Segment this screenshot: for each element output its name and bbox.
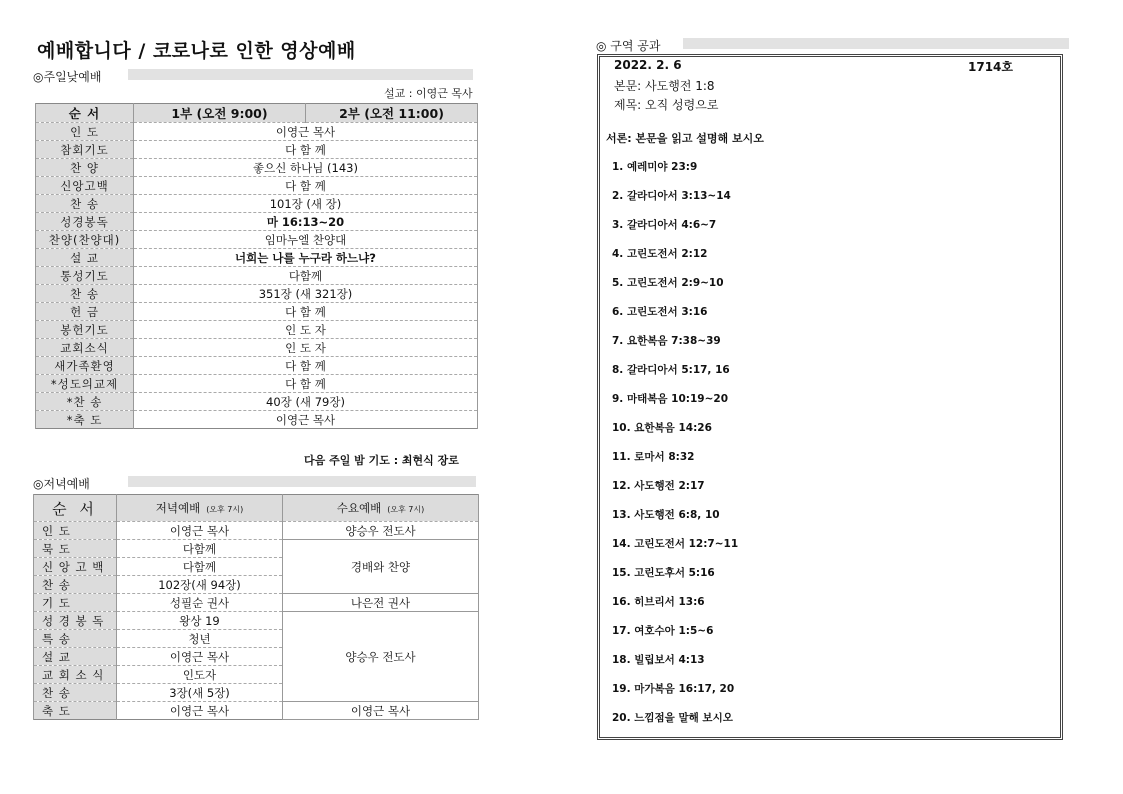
sunday-row-value: 다 함 께 <box>134 375 478 393</box>
evening-row-role: 인 도 <box>34 522 117 540</box>
sunday-row-value: 임마누엘 찬양대 <box>134 231 478 249</box>
sunday-row-role: 인 도 <box>36 123 134 141</box>
evening-header-col2-label: 수요예배 <box>336 501 382 515</box>
sunday-row <box>36 321 478 339</box>
cell-group-label-bar <box>683 38 1069 49</box>
evening-row-role: 특 송 <box>34 630 117 648</box>
scripture-ref-item: 19. 마가복음 16:17, 20 <box>612 683 735 695</box>
sunday-row <box>36 213 478 231</box>
evening-row-value: 이영근 목사 <box>117 648 283 666</box>
evening-section-label <box>33 475 90 492</box>
wednesday-value: 경배와 찬양 <box>283 540 479 594</box>
sunday-row <box>36 339 478 357</box>
sunday-row <box>36 411 478 429</box>
sunday-row-role: *성도의교제 <box>36 375 134 393</box>
sunday-row-value: 인 도 자 <box>134 321 478 339</box>
evening-label-bar <box>128 476 476 487</box>
sunday-row <box>36 303 478 321</box>
header-order: 순 서 <box>36 104 134 123</box>
sunday-row-role: *축 도 <box>36 411 134 429</box>
evening-row-role: 설 교 <box>34 648 117 666</box>
evening-row-role: 신 앙 고 백 <box>34 558 117 576</box>
evening-label-text: ◎저녁예배 <box>33 477 90 491</box>
evening-header-col2 <box>283 495 479 522</box>
evening-row-role: 찬 송 <box>34 684 117 702</box>
cell-group-issue: 1714호 <box>968 60 1013 74</box>
evening-row-value: 이영근 목사 <box>117 522 283 540</box>
sunday-row-value: 다 함 께 <box>134 303 478 321</box>
sunday-row-value: 40장 (새 79장) <box>134 393 478 411</box>
page-title: 예배합니다 / 코로나로 인한 영상예배 <box>37 40 356 62</box>
sunday-row <box>36 231 478 249</box>
sunday-row <box>36 285 478 303</box>
cell-group-sermon: 서론: 본문을 읽고 설명해 보시오 <box>606 132 764 145</box>
evening-row-value: 102장(새 94장) <box>117 576 283 594</box>
sunday-row-value: 351장 (새 321장) <box>134 285 478 303</box>
sunday-row-role: 신앙고백 <box>36 177 134 195</box>
scripture-ref-item: 20. 느낌점을 말해 보시오 <box>612 712 733 724</box>
sunday-row <box>36 267 478 285</box>
cell-group-text: 본문: 사도행전 1:8 <box>614 79 715 93</box>
sunday-row-value: 다함께 <box>134 267 478 285</box>
evening-row-value: 청년 <box>117 630 283 648</box>
evening-row-value: 인도자 <box>117 666 283 684</box>
evening-row-role: 축 도 <box>34 702 117 720</box>
sunday-row-role: 찬 송 <box>36 285 134 303</box>
scripture-ref-item: 10. 요한복음 14:26 <box>612 422 712 434</box>
evening-row-role: 성 경 봉 독 <box>34 612 117 630</box>
evening-row-role: 찬 송 <box>34 576 117 594</box>
scripture-ref-item: 15. 고린도후서 5:16 <box>612 567 715 579</box>
sunday-row-role: *찬 송 <box>36 393 134 411</box>
header-service-2: 2부 (오전 11:00) <box>306 104 478 123</box>
sunday-row-role: 찬양(찬양대) <box>36 231 134 249</box>
sunday-row-role: 봉헌기도 <box>36 321 134 339</box>
wednesday-value: 양승우 전도사 <box>283 612 479 702</box>
evening-header-col2-time: (오후 7시) <box>387 505 425 514</box>
sunday-row-value: 너희는 나를 누구라 하느냐? <box>134 249 478 267</box>
evening-row-value: 성필순 권사 <box>117 594 283 612</box>
scripture-ref-item: 4. 고린도전서 2:12 <box>612 248 708 260</box>
scripture-ref-item: 1. 예레미야 23:9 <box>612 161 698 173</box>
sunday-row <box>36 177 478 195</box>
sunday-preacher: 설교 : 이영근 목사 <box>384 87 473 100</box>
sunday-row-value: 이영근 목사 <box>134 123 478 141</box>
next-prayer: 다음 주일 밤 기도 : 최현식 장로 <box>304 454 459 467</box>
sunday-row-role: 설 교 <box>36 249 134 267</box>
sunday-row-value: 이영근 목사 <box>134 411 478 429</box>
sunday-row-value: 다 함 께 <box>134 357 478 375</box>
sunday-row-role: 통성기도 <box>36 267 134 285</box>
header-service-1: 1부 (오전 9:00) <box>134 104 306 123</box>
scripture-ref-item: 7. 요한복음 7:38~39 <box>612 335 721 347</box>
evening-row-value: 왕상 19 <box>117 612 283 630</box>
scripture-ref-item: 12. 사도행전 2:17 <box>612 480 705 492</box>
sunday-row-value: 101장 (새 장) <box>134 195 478 213</box>
sunday-row <box>36 195 478 213</box>
scripture-ref-item: 13. 사도행전 6:8, 10 <box>612 509 720 521</box>
evening-row-role: 묵 도 <box>34 540 117 558</box>
scripture-ref-item: 16. 히브리서 13:6 <box>612 596 705 608</box>
evening-row <box>34 612 479 630</box>
sunday-row <box>36 141 478 159</box>
evening-header-col1 <box>117 495 283 522</box>
cell-group-date: 2022. 2. 6 <box>614 58 682 72</box>
sunday-row-value: 다 함 께 <box>134 177 478 195</box>
sunday-row-role: 찬 양 <box>36 159 134 177</box>
sunday-row-value: 좋으신 하나님 (143) <box>134 159 478 177</box>
sunday-row-value: 마 16:13~20 <box>134 213 478 231</box>
sunday-row <box>36 123 478 141</box>
sunday-row-role: 참회기도 <box>36 141 134 159</box>
sunday-row-role: 성경봉독 <box>36 213 134 231</box>
scripture-ref-item: 2. 갈라디아서 3:13~14 <box>612 190 731 202</box>
evening-header-col1-label: 저녁예배 <box>155 501 201 515</box>
scripture-ref-item: 11. 로마서 8:32 <box>612 451 695 463</box>
evening-row <box>34 594 479 612</box>
scripture-ref-item: 9. 마태복음 10:19~20 <box>612 393 729 405</box>
cell-group-subject: 제목: 오직 성령으로 <box>614 98 719 112</box>
sunday-row-value: 인 도 자 <box>134 339 478 357</box>
evening-header-order: 순 서 <box>34 495 117 522</box>
evening-row-value: 다함께 <box>117 540 283 558</box>
sunday-section-label <box>33 68 101 85</box>
sunday-row-role: 교회소식 <box>36 339 134 357</box>
wednesday-value: 이영근 목사 <box>283 702 479 720</box>
evening-row <box>34 522 479 540</box>
sunday-table-header <box>36 104 478 123</box>
sunday-row-value: 다 함 께 <box>134 141 478 159</box>
evening-row-role: 기 도 <box>34 594 117 612</box>
scripture-ref-item: 5. 고린도전서 2:9~10 <box>612 277 724 289</box>
scripture-ref-item: 8. 갈라디아서 5:17, 16 <box>612 364 730 376</box>
evening-table-header <box>34 495 479 522</box>
scripture-ref-item: 18. 빌립보서 4:13 <box>612 654 705 666</box>
sunday-row-role: 새가족환영 <box>36 357 134 375</box>
sunday-order-table <box>35 103 478 429</box>
cell-group-label: ◎ 구역 공과 <box>596 39 661 53</box>
scripture-ref-item: 6. 고린도전서 3:16 <box>612 306 708 318</box>
sunday-row <box>36 357 478 375</box>
evening-row-role: 교 회 소 식 <box>34 666 117 684</box>
evening-header-col1-time: (오후 7시) <box>206 505 244 514</box>
evening-row-value: 3장(새 5장) <box>117 684 283 702</box>
sunday-row-role: 헌 금 <box>36 303 134 321</box>
scripture-ref-item: 14. 고린도전서 12:7~11 <box>612 538 739 550</box>
evening-row <box>34 540 479 558</box>
sunday-label-text: ◎주일낮예배 <box>33 70 102 84</box>
sunday-row <box>36 249 478 267</box>
sunday-row-role: 찬 송 <box>36 195 134 213</box>
sunday-row <box>36 393 478 411</box>
evening-order-table <box>33 494 479 720</box>
scripture-ref-item: 17. 여호수아 1:5~6 <box>612 625 714 637</box>
scripture-ref-item: 3. 갈라디아서 4:6~7 <box>612 219 717 231</box>
evening-row-value: 다함께 <box>117 558 283 576</box>
wednesday-value: 나은전 권사 <box>283 594 479 612</box>
sunday-row <box>36 375 478 393</box>
wednesday-value: 양승우 전도사 <box>283 522 479 540</box>
sunday-row <box>36 159 478 177</box>
evening-row-value: 이영근 목사 <box>117 702 283 720</box>
sunday-label-bar <box>128 69 473 80</box>
evening-row <box>34 702 479 720</box>
